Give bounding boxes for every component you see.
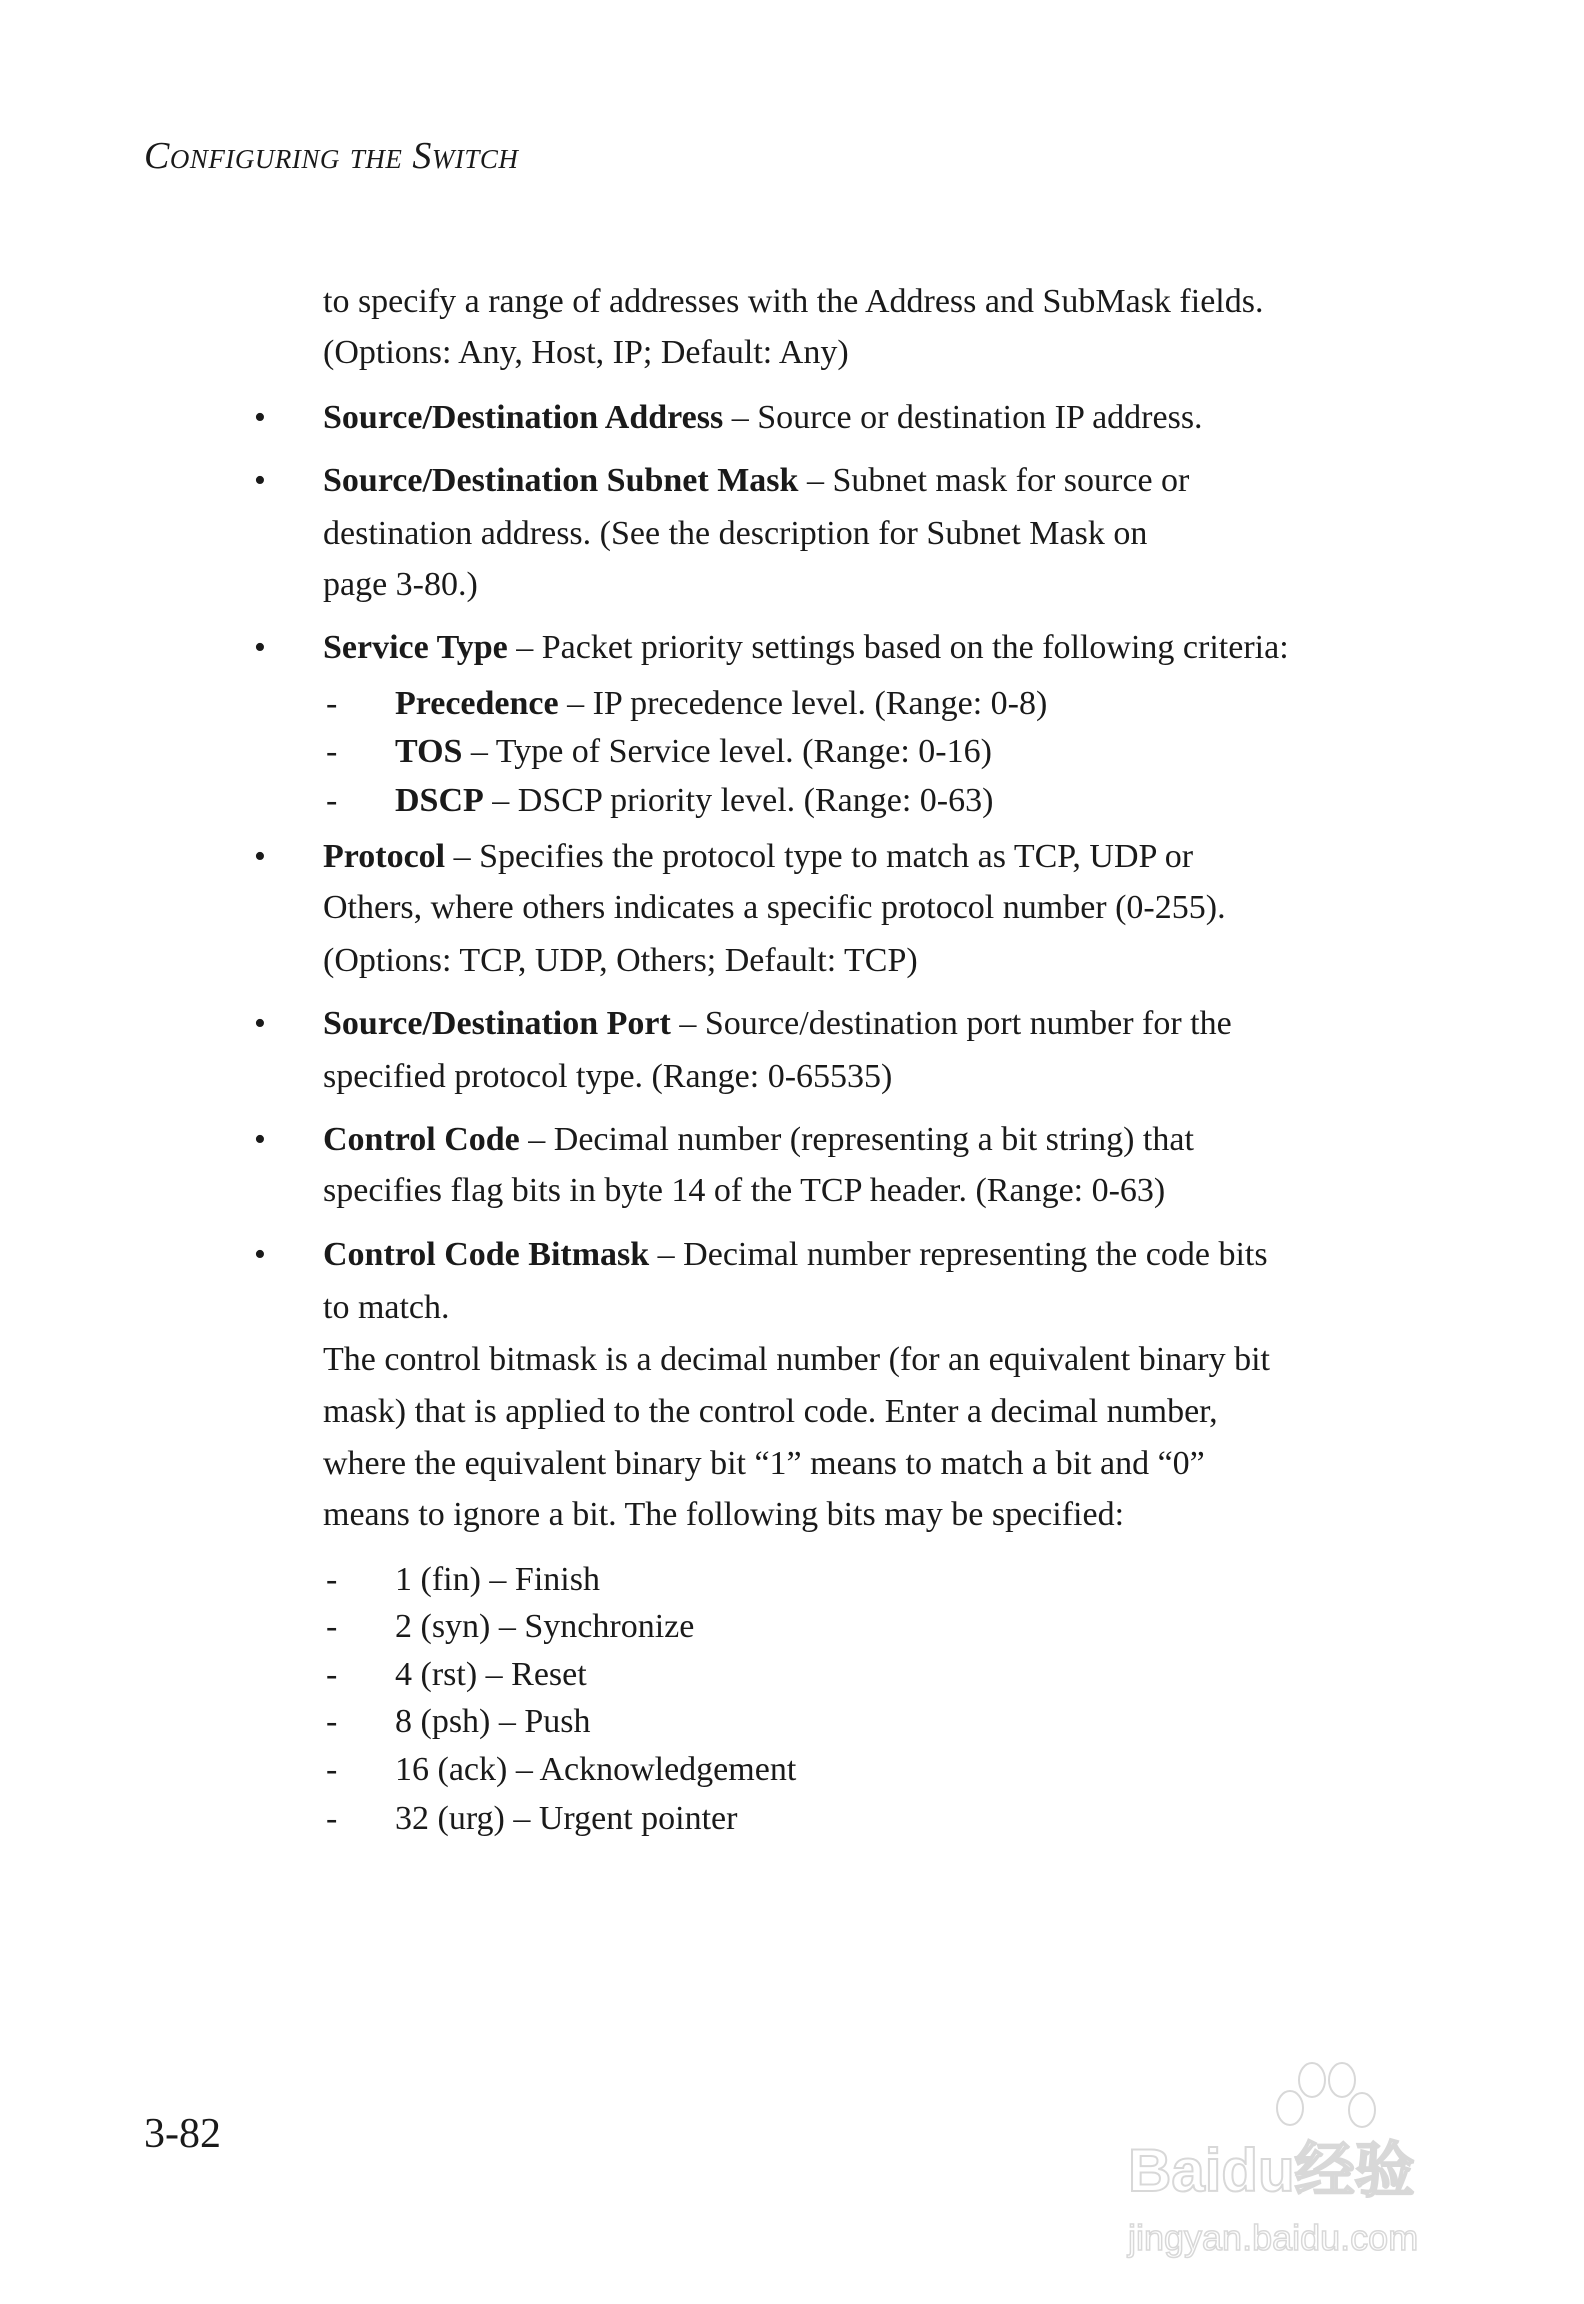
dash-marker: - xyxy=(326,685,338,722)
description: – Decimal number (representing a bit string) that xyxy=(519,1121,1194,1158)
description: – DSCP priority level. (Range: 0-63) xyxy=(483,782,994,819)
sub-item xyxy=(395,678,1047,730)
watermark-url: jingyan.baidu.com xyxy=(1128,2217,1419,2258)
sub-item xyxy=(395,775,993,827)
paragraph-line xyxy=(323,1438,1205,1490)
bullet-icon: • xyxy=(254,462,266,499)
paragraph-line xyxy=(323,508,1147,560)
sub-item xyxy=(395,1554,600,1606)
bullet-item xyxy=(323,998,1232,1050)
description: means to ignore a bit. The following bits may be specified: xyxy=(323,1496,1125,1533)
description: – Packet priority settings based on the following criteria: xyxy=(507,629,1289,666)
paragraph-line xyxy=(323,1489,1124,1541)
description: destination address. (See the description for Subnet Mask on xyxy=(323,515,1148,552)
baidu-watermark xyxy=(1120,2060,1540,2280)
paragraph-line xyxy=(323,327,849,379)
paw-icon xyxy=(1270,2060,1380,2134)
paragraph-line xyxy=(323,935,918,987)
description: (Options: Any, Host, IP; Default: Any) xyxy=(323,334,849,371)
description: – Type of Service level. (Range: 0-16) xyxy=(462,733,992,770)
term: Protocol xyxy=(323,838,446,875)
description: 1 (fin) – Finish xyxy=(395,1561,600,1598)
term: Control Code xyxy=(323,1121,520,1158)
paragraph-line xyxy=(323,1282,450,1334)
bullet-item xyxy=(323,622,1289,674)
description: to match. xyxy=(323,1289,450,1326)
term: Source/Destination Port xyxy=(323,1005,671,1042)
dash-marker: - xyxy=(326,782,338,819)
description: 4 (rst) – Reset xyxy=(395,1656,587,1693)
dash-marker: - xyxy=(326,733,338,770)
sub-item xyxy=(395,1649,587,1701)
description: – IP precedence level. (Range: 0-8) xyxy=(558,685,1048,722)
dash-marker: - xyxy=(326,1751,338,1788)
paragraph-line xyxy=(323,559,478,611)
dash-marker: - xyxy=(326,1656,338,1693)
paragraph-line xyxy=(323,276,1263,328)
bullet-icon: • xyxy=(254,1005,266,1042)
dash-marker: - xyxy=(326,1703,338,1740)
description: – Decimal number representing the code bits xyxy=(649,1236,1268,1273)
description: (Options: TCP, UDP, Others; Default: TCP) xyxy=(323,942,918,979)
description: – Specifies the protocol type to match as TCP, UDP or xyxy=(445,838,1194,875)
watermark-logo: Baidu经验 xyxy=(1128,2137,1415,2204)
description: page 3-80.) xyxy=(323,566,478,603)
term: DSCP xyxy=(395,782,484,819)
page-number: 3-82 xyxy=(144,2111,221,2157)
term: Source/Destination Address xyxy=(323,399,724,436)
sub-item xyxy=(395,1793,737,1845)
description: 2 (syn) – Synchronize xyxy=(395,1608,695,1645)
description: specifies flag bits in byte 14 of the TCP header. (Range: 0-63) xyxy=(323,1172,1166,1209)
paragraph-line xyxy=(323,1334,1270,1386)
bullet-icon: • xyxy=(254,1236,266,1273)
description: The control bitmask is a decimal number (for an equivalent binary bit xyxy=(323,1341,1270,1378)
description: 32 (urg) – Urgent pointer xyxy=(395,1800,738,1837)
term: Source/Destination Subnet Mask xyxy=(323,462,799,499)
bullet-icon: • xyxy=(254,838,266,875)
description: – Subnet mask for source or xyxy=(798,462,1190,499)
bullet-icon: • xyxy=(254,629,266,666)
running-header: Configuring the Switch xyxy=(144,135,519,177)
bullet-item xyxy=(323,392,1203,444)
dash-marker: - xyxy=(326,1561,338,1598)
dash-marker: - xyxy=(326,1608,338,1645)
sub-item xyxy=(395,1696,591,1748)
sub-item xyxy=(395,726,992,778)
description: to specify a range of addresses with the Address and SubMask fields. xyxy=(323,283,1264,320)
description: 8 (psh) – Push xyxy=(395,1703,591,1740)
term: TOS xyxy=(395,733,463,770)
sub-item xyxy=(395,1601,694,1653)
description: where the equivalent binary bit “1” means to match a bit and “0” xyxy=(323,1445,1205,1482)
bullet-icon: • xyxy=(254,1121,266,1158)
description: specified protocol type. (Range: 0-65535) xyxy=(323,1058,893,1095)
sub-item xyxy=(395,1744,796,1796)
description: Others, where others indicates a specific protocol number (0-255). xyxy=(323,889,1226,926)
bullet-icon: • xyxy=(254,399,266,436)
paragraph-line xyxy=(323,882,1226,934)
paragraph-line xyxy=(323,1386,1218,1438)
bullet-item xyxy=(323,831,1193,883)
description: mask) that is applied to the control code. Enter a decimal number, xyxy=(323,1393,1218,1430)
bullet-item xyxy=(323,455,1189,507)
paragraph-line xyxy=(323,1165,1165,1217)
bullet-item xyxy=(323,1229,1268,1281)
description: 16 (ack) – Acknowledgement xyxy=(395,1751,797,1788)
description: – Source or destination IP address. xyxy=(723,399,1203,436)
bullet-item xyxy=(323,1114,1194,1166)
paragraph-line xyxy=(323,1051,892,1103)
term: Precedence xyxy=(395,685,559,722)
dash-marker: - xyxy=(326,1800,338,1837)
term: Service Type xyxy=(323,629,508,666)
term: Control Code Bitmask xyxy=(323,1236,650,1273)
description: – Source/destination port number for the xyxy=(670,1005,1232,1042)
